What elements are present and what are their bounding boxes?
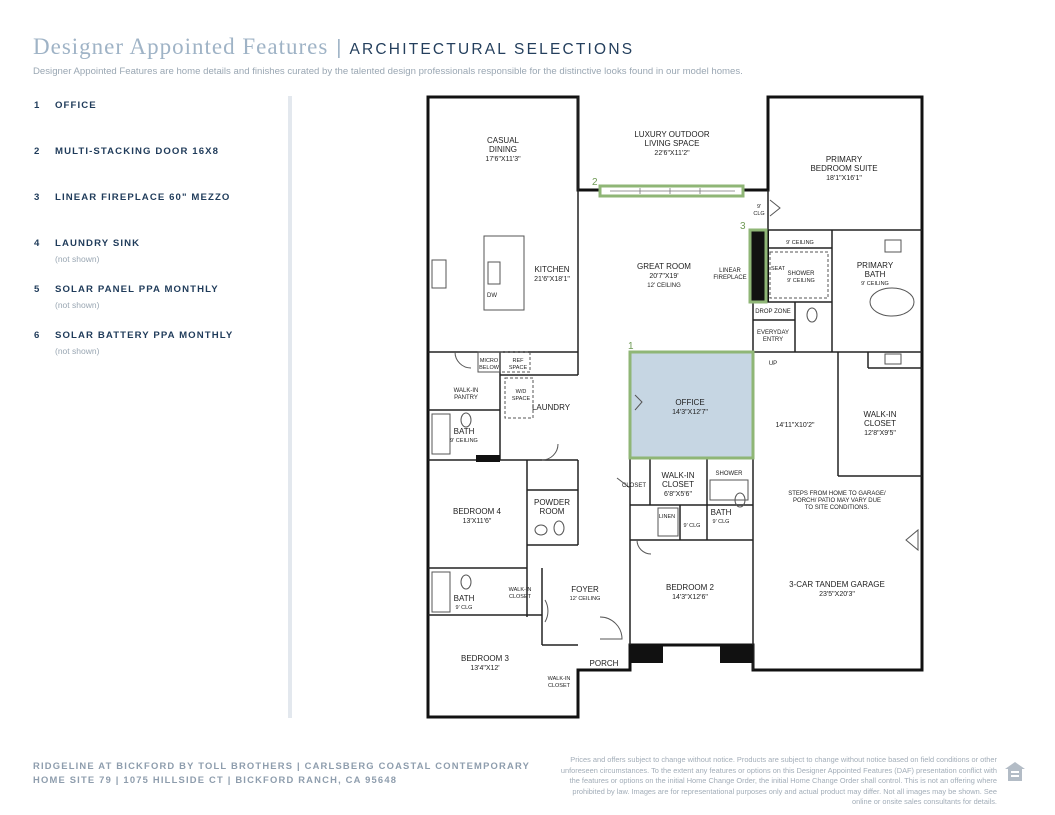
primary-closet-dim: 12'8"X9'5" bbox=[864, 430, 896, 437]
walkin-closet-4-label-2: CLOSET bbox=[547, 683, 571, 689]
primary-suite-dim: 18'1"X16'1" bbox=[826, 175, 862, 182]
title-separator: | bbox=[336, 37, 342, 59]
walkin-closet-3-label: WALK-IN bbox=[508, 587, 532, 593]
ref-label: REF bbox=[512, 358, 524, 364]
steps-note-2: PORCH/ PATIO MAY VARY DUE bbox=[793, 498, 881, 504]
page-subtitle-category: ARCHITECTURAL SELECTIONS bbox=[349, 41, 635, 58]
seat-label: SEAT bbox=[771, 266, 785, 272]
primary-shower-ceiling: 9' CEILING bbox=[787, 278, 815, 284]
casual-dining-dim: 17'6"X11'3" bbox=[485, 156, 521, 163]
walkin-pantry-label: WALK-IN bbox=[453, 388, 479, 394]
clg-label: 9' bbox=[756, 204, 762, 210]
feature-label: SOLAR PANEL PPA MONTHLY bbox=[55, 284, 219, 295]
feature-number: 5 bbox=[34, 284, 41, 295]
linen-label: LINEN bbox=[658, 514, 676, 520]
garage-front-dim: 14'11"X10'2" bbox=[775, 422, 815, 429]
walkin-closet-2-label: WALK-IN bbox=[661, 471, 695, 480]
marker-1: 1 bbox=[628, 341, 634, 352]
primary-bath-ceiling: 9' CEILING bbox=[861, 281, 889, 287]
outdoor-living-dim: 22'6"X11'2" bbox=[654, 150, 690, 157]
marker-2: 2 bbox=[592, 177, 598, 188]
bath-label: BATH bbox=[453, 427, 475, 436]
micro-label-2: BELOW bbox=[479, 365, 499, 371]
office-dim: 14'3"X12'7" bbox=[672, 409, 708, 416]
outdoor-living-label-2: LIVING SPACE bbox=[644, 139, 700, 148]
closet-label: CLOSET bbox=[621, 483, 647, 489]
dishwasher-label: DW bbox=[487, 293, 497, 299]
micro-label: MICRO bbox=[479, 358, 499, 364]
feature-label: MULTI-STACKING DOOR 16X8 bbox=[55, 146, 220, 157]
marker-3: 3 bbox=[740, 221, 746, 232]
linear-fireplace-label-2: FIREPLACE bbox=[713, 275, 747, 281]
powder-room-label: POWDER bbox=[534, 498, 570, 507]
ref-label-2: SPACE bbox=[508, 365, 528, 371]
laundry-label: LAUNDRY bbox=[531, 403, 571, 412]
bedroom-2-label: BEDROOM 2 bbox=[665, 583, 715, 592]
bedroom-3-label: BEDROOM 3 bbox=[460, 654, 510, 663]
wd-space-label: W/D bbox=[515, 389, 527, 395]
office-label: OFFICE bbox=[675, 398, 705, 407]
equal-housing-icon bbox=[1003, 760, 1027, 784]
great-room-dim: 20'7"X19' bbox=[649, 273, 679, 280]
walkin-closet-3-label-2: CLOSET bbox=[508, 594, 532, 600]
bath-2-label: BATH bbox=[710, 508, 732, 517]
steps-note-1: STEPS FROM HOME TO GARAGE/ bbox=[788, 491, 886, 497]
feature-label: LINEAR FIREPLACE 60" MEZZO bbox=[55, 192, 231, 203]
footer-community: RIDGELINE AT BICKFORD BY TOLL BROTHERS | CARLSBERG COASTAL CONTEMPORARY bbox=[33, 760, 531, 771]
foyer-label: FOYER bbox=[571, 585, 599, 594]
bath-3-label: BATH bbox=[453, 594, 475, 603]
primary-suite-label-2: BEDROOM SUITE bbox=[810, 164, 878, 173]
primary-bath-label-2: BATH bbox=[864, 270, 886, 279]
walkin-closet-2-label-2: CLOSET bbox=[661, 480, 695, 489]
feature-note: (not shown) bbox=[55, 346, 100, 356]
bath-3-ceiling: 9' CLG bbox=[455, 605, 473, 611]
casual-dining-label-2: DINING bbox=[489, 145, 517, 154]
bedroom-4-label: BEDROOM 4 bbox=[452, 507, 502, 516]
steps-note-3: TO SITE CONDITIONS. bbox=[804, 505, 870, 511]
outdoor-living-label: LUXURY OUTDOOR bbox=[634, 130, 710, 139]
up-label: UP bbox=[768, 361, 778, 367]
wd-space-label-2: SPACE bbox=[511, 396, 531, 402]
everyday-entry-label-2: ENTRY bbox=[762, 337, 784, 343]
drop-zone-label: DROP ZONE bbox=[755, 309, 791, 315]
casual-dining-label: CASUAL bbox=[486, 136, 520, 145]
bedroom-4-dim: 13'X11'6" bbox=[462, 518, 492, 525]
primary-shower-label: SHOWER bbox=[787, 271, 815, 277]
bath-2-ceiling: 9' CLG bbox=[712, 519, 730, 525]
powder-room-label-2: ROOM bbox=[539, 507, 565, 516]
clg-label-2: CLG bbox=[753, 211, 765, 217]
walkin-closet-4-label: WALK-IN bbox=[547, 676, 571, 682]
footer-disclaimer: Prices and offers subject to change without notice. Products are subject to change without notice based on field conditions or other unforeseen circumstances. To the extent any features or options on this Designer Appointed Features (DAF) presentation conflict with the features or options on the initial Home Change Order, the initial Home Change Order shall control. This is not an offering where prohibited by law. Images are for representational purposes only and actual product may differ. Not all images may be shown. See online or onsite sales consultants for details. bbox=[560, 755, 997, 806]
kitchen-dim: 21'6"X18'1" bbox=[534, 276, 570, 283]
feature-number: 6 bbox=[34, 330, 41, 341]
bedroom-2-dim: 14'3"X12'6" bbox=[672, 594, 708, 601]
great-room-ceiling: 12' CEILING bbox=[647, 283, 681, 289]
room-labels bbox=[450, 130, 897, 689]
hall-clg-label: 9' CLG bbox=[683, 523, 701, 529]
primary-bath-label: PRIMARY bbox=[856, 261, 894, 270]
feature-label: LAUNDRY SINK bbox=[55, 238, 141, 249]
page-title: Designer Appointed Features bbox=[33, 34, 329, 59]
footer-homesite: HOME SITE 79 | 1075 HILLSIDE CT | BICKFORD RANCH, CA 95648 bbox=[33, 774, 398, 785]
garage-dim: 23'5"X20'3" bbox=[819, 591, 855, 598]
shower-label: SHOWER bbox=[715, 471, 743, 477]
feature-label: OFFICE bbox=[55, 100, 97, 111]
porch-label: PORCH bbox=[589, 659, 619, 668]
feature-number: 3 bbox=[34, 192, 41, 203]
linear-fireplace-highlight bbox=[750, 230, 766, 302]
feature-note: (not shown) bbox=[55, 300, 100, 310]
walkin-pantry-label-2: PANTRY bbox=[454, 395, 478, 401]
kitchen-label: KITCHEN bbox=[534, 265, 570, 274]
walkin-closet-2-dim: 6'8"X5'6" bbox=[664, 491, 692, 498]
garage-label: 3-CAR TANDEM GARAGE bbox=[789, 580, 885, 589]
primary-closet-label-2: CLOSET bbox=[863, 419, 897, 428]
feature-note: (not shown) bbox=[55, 254, 100, 264]
primary-suite-label: PRIMARY bbox=[825, 155, 863, 164]
great-room-label: GREAT ROOM bbox=[637, 262, 691, 271]
primary-closet-label: WALK-IN bbox=[863, 410, 897, 419]
foyer-ceiling: 12' CEILING bbox=[569, 596, 601, 602]
bath-ceiling: 9' CEILING bbox=[450, 438, 478, 444]
feature-number: 1 bbox=[34, 100, 41, 111]
everyday-entry-label: EVERYDAY bbox=[756, 330, 790, 336]
linear-fireplace-label: LINEAR bbox=[719, 268, 741, 274]
shower-ceiling-label: 9' CEILING bbox=[786, 240, 814, 246]
feature-label: SOLAR BATTERY PPA MONTHLY bbox=[55, 330, 234, 341]
feature-number: 4 bbox=[34, 238, 41, 249]
feature-number: 2 bbox=[34, 146, 41, 157]
page-description: Designer Appointed Features are home details and finishes curated by the talented design professionals responsible for the distinctive looks found in our model homes. bbox=[33, 66, 743, 77]
bedroom-3-dim: 13'4"X12' bbox=[470, 665, 500, 672]
footer-address bbox=[33, 759, 530, 787]
